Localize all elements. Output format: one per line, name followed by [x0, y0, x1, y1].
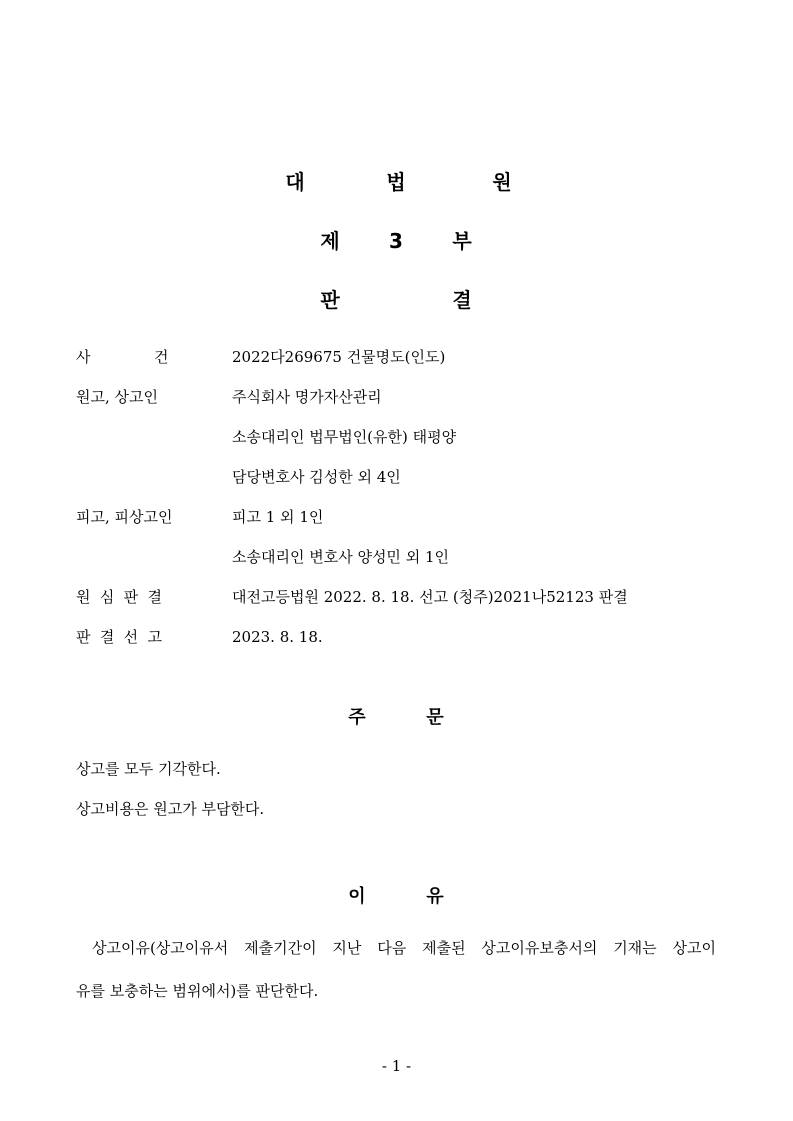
lower-judgment-label-char: 심 [99, 588, 115, 606]
lower-judgment-label-char: 원 [76, 588, 91, 606]
court-title-char: 법 [386, 170, 406, 194]
lower-judgment-label [76, 586, 162, 608]
judgment-date-label-char: 판 [76, 628, 91, 646]
reasons-title-char: 유 [426, 886, 444, 907]
division-title-char: 3 [389, 229, 403, 253]
reasons-title [0, 885, 793, 909]
reasons-paragraph-line-2: 유를 보충하는 범위에서)를 판단한다. [76, 982, 319, 1000]
defendant-counsel-row [0, 546, 793, 568]
disposition-title-char: 문 [426, 707, 444, 728]
case-label-char: 사 [76, 348, 91, 366]
court-title-char: 대 [285, 170, 305, 194]
case-label-char: 건 [154, 348, 169, 366]
plaintiff-label: 원고, 상고인 [76, 388, 158, 406]
lower-judgment-value: 대전고등법원 2022. 8. 18. 선고 (청주)2021나52123 판결 [232, 588, 628, 606]
document-type-char: 판 [320, 288, 340, 312]
disposition-line: 상고를 모두 기각한다. [76, 760, 221, 778]
reasons-paragraph-line-1 [76, 937, 716, 959]
division-title-char: 제 [320, 229, 340, 253]
plaintiff-attorney-row [0, 466, 793, 488]
plaintiff-counsel-row [0, 426, 793, 448]
judgment-date-label [76, 626, 162, 648]
judgment-date-row [0, 626, 793, 648]
defendant-label: 피고, 피상고인 [76, 508, 173, 526]
defendant-row [0, 506, 793, 528]
document-type-char: 결 [452, 288, 472, 312]
case-label [76, 346, 169, 368]
court-title-char: 원 [492, 170, 512, 194]
judgment-date-label-char: 결 [99, 628, 115, 646]
case-row [0, 346, 793, 368]
plaintiff-attorney: 담당변호사 김성한 외 4인 [232, 468, 401, 486]
judgment-date-label-char: 선 [123, 628, 139, 646]
division-title-char: 부 [452, 229, 472, 253]
lower-judgment-row [0, 586, 793, 608]
reasons-title-char: 이 [348, 886, 366, 907]
lower-judgment-label-char: 결 [147, 588, 162, 606]
document-type-title [0, 288, 793, 312]
reasons-text: 상고이유(상고이유서 제출기간이 지난 다음 제출된 상고이유보충서의 기재는 상고이 [92, 939, 716, 957]
defendant-counsel: 소송대리인 변호사 양성민 외 1인 [232, 548, 449, 566]
division-title [0, 229, 793, 253]
court-title [0, 170, 793, 194]
judgment-date-label-char: 고 [147, 628, 162, 646]
plaintiff-name: 주식회사 명가자산관리 [232, 388, 382, 406]
plaintiff-row [0, 386, 793, 408]
judgment-date-value: 2023. 8. 18. [232, 628, 323, 646]
lower-judgment-label-char: 판 [123, 588, 139, 606]
page-number: - 1 - [381, 1057, 412, 1075]
disposition-title [0, 706, 793, 730]
plaintiff-counsel: 소송대리인 법무법인(유한) 태평양 [232, 428, 457, 446]
defendant-name: 피고 1 외 1인 [232, 508, 324, 526]
disposition-line: 상고비용은 원고가 부담한다. [76, 800, 265, 818]
case-number: 2022다269675 건물명도(인도) [232, 348, 446, 366]
disposition-title-char: 주 [348, 707, 366, 728]
